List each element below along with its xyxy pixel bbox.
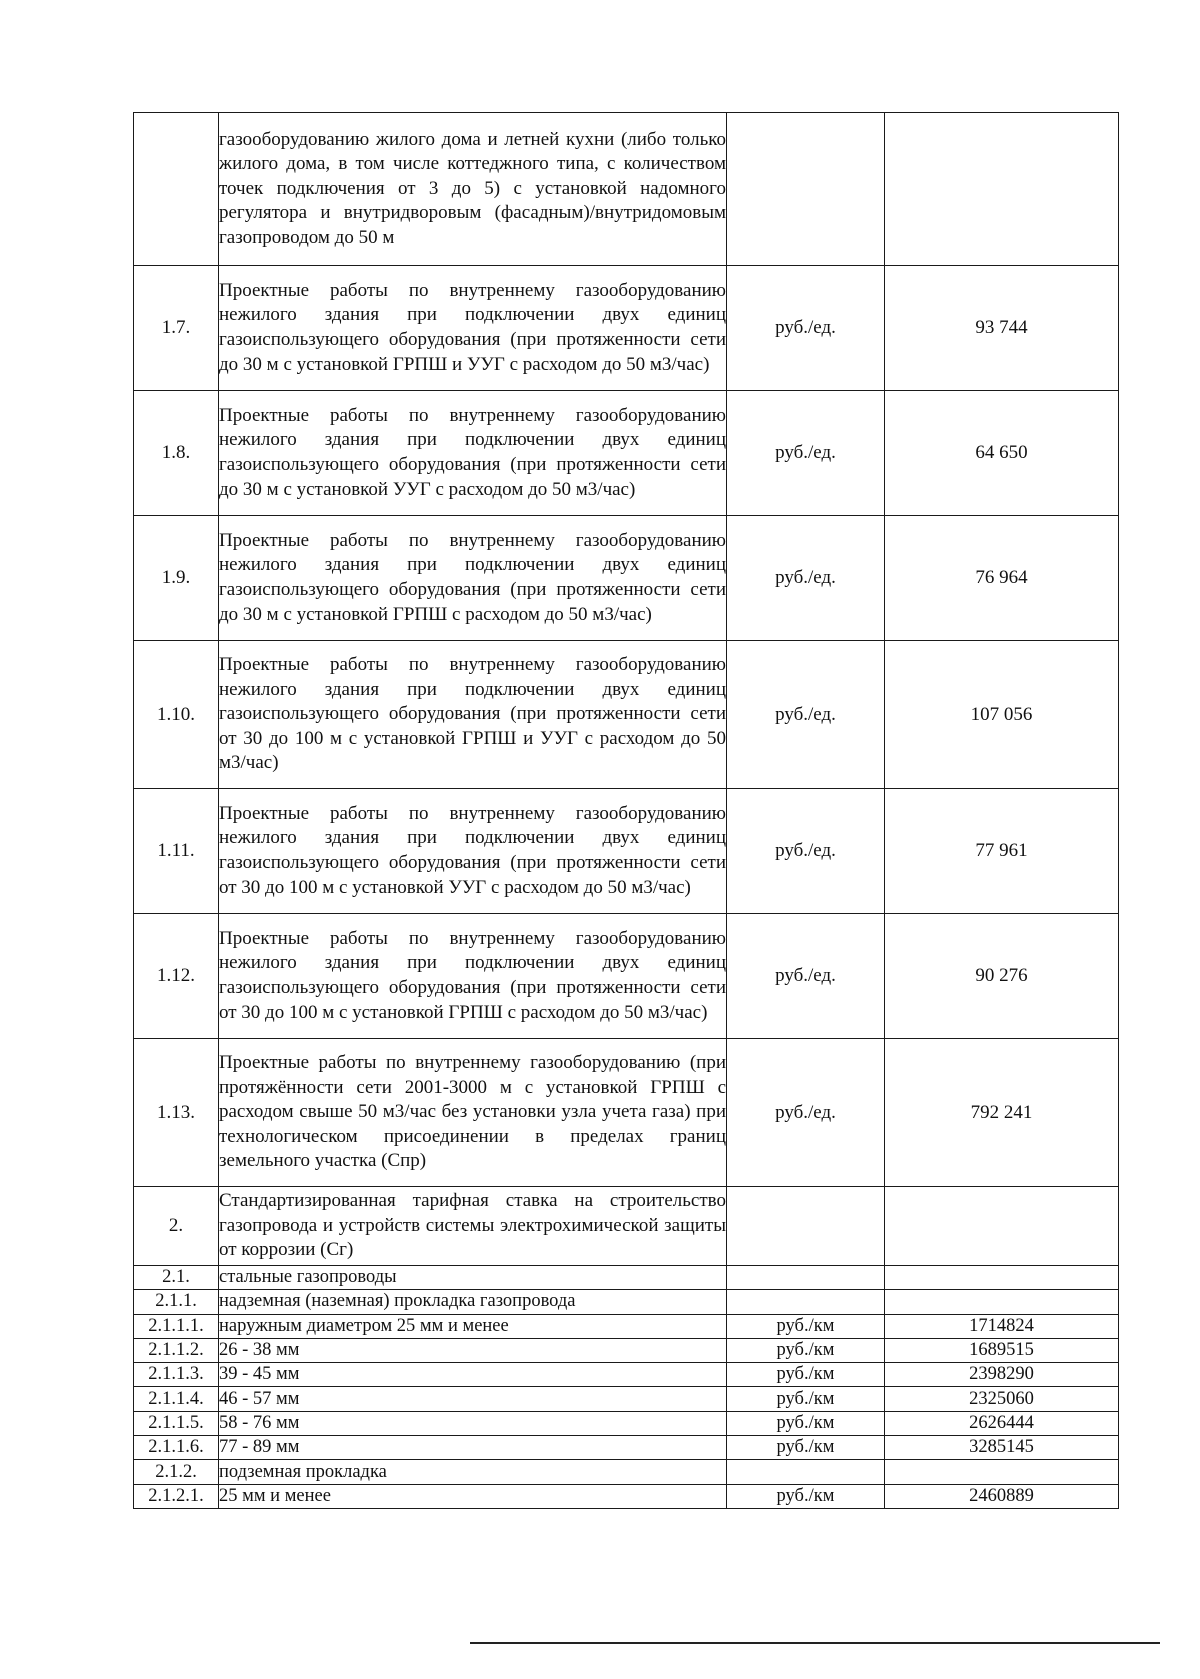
- row-description: Проектные работы по внутреннему газооборудованию нежилого здания при подключении двух единиц газоиспользующего оборудования (при протяженности сети до 30 м с установкой УУГ с расходом до 50 м3/час): [219, 391, 727, 516]
- row-unit: руб./км: [727, 1314, 885, 1338]
- row-unit: руб./км: [727, 1484, 885, 1508]
- row-description: 58 - 76 мм: [219, 1411, 727, 1435]
- table-row: [134, 113, 1119, 266]
- row-description: 46 - 57 мм: [219, 1387, 727, 1411]
- row-value: [885, 1460, 1119, 1484]
- row-number: 1.7.: [134, 266, 219, 391]
- table-row: [134, 1436, 1119, 1460]
- row-number: 2.: [134, 1187, 219, 1266]
- footer-rule: [470, 1642, 1160, 1644]
- row-value: 2460889: [885, 1484, 1119, 1508]
- row-value: [885, 1187, 1119, 1266]
- row-unit: [727, 1187, 885, 1266]
- row-description: Проектные работы по внутреннему газооборудованию нежилого здания при подключении двух единиц газоиспользующего оборудования (при протяженности сети до 30 м с установкой ГРПШ с расходом до 50 м3/час): [219, 516, 727, 641]
- table-row: [134, 1266, 1119, 1290]
- row-number: 2.1.1.1.: [134, 1314, 219, 1338]
- row-number: 2.1.1.3.: [134, 1363, 219, 1387]
- table-row: [134, 1338, 1119, 1362]
- row-number: 2.1.2.1.: [134, 1484, 219, 1508]
- row-number: 2.1.1.: [134, 1290, 219, 1314]
- row-unit: руб./км: [727, 1436, 885, 1460]
- table-row: [134, 1411, 1119, 1435]
- table-row: [134, 1387, 1119, 1411]
- row-unit: руб./ед.: [727, 516, 885, 641]
- row-number: 1.12.: [134, 914, 219, 1039]
- table-row: [134, 1460, 1119, 1484]
- row-value: 3285145: [885, 1436, 1119, 1460]
- row-number: 1.13.: [134, 1039, 219, 1187]
- row-number: 1.9.: [134, 516, 219, 641]
- row-value: [885, 1290, 1119, 1314]
- row-number: 1.11.: [134, 789, 219, 914]
- row-number: 2.1.1.4.: [134, 1387, 219, 1411]
- row-value: 1689515: [885, 1338, 1119, 1362]
- row-value: 2325060: [885, 1387, 1119, 1411]
- row-description: стальные газопроводы: [219, 1266, 727, 1290]
- row-unit: [727, 1290, 885, 1314]
- row-unit: руб./ед.: [727, 641, 885, 789]
- table-row: [134, 789, 1119, 914]
- table-row: [134, 1039, 1119, 1187]
- table-row: [134, 1290, 1119, 1314]
- row-value: 90 276: [885, 914, 1119, 1039]
- row-number: 1.8.: [134, 391, 219, 516]
- row-number: 2.1.: [134, 1266, 219, 1290]
- row-value: 2398290: [885, 1363, 1119, 1387]
- row-description: Проектные работы по внутреннему газооборудованию (при протяжённости сети 2001-3000 м с установкой ГРПШ с расходом свыше 50 м3/час без установки узла учета газа) при технологическом присоединении в пределах границ земельного участка (Спр): [219, 1039, 727, 1187]
- row-number: 2.1.2.: [134, 1460, 219, 1484]
- table-row: [134, 391, 1119, 516]
- row-number: 2.1.1.2.: [134, 1338, 219, 1362]
- tariff-table: [133, 112, 1119, 1509]
- row-number: [134, 113, 219, 266]
- row-description: газооборудованию жилого дома и летней кухни (либо только жилого дома, в том числе коттеджного типа, с количеством точек подключения от 3 до 5) с установкой надомного регулятора и внутридворовым (фасадным)/внутридомовым газопроводом до 50 м: [219, 113, 727, 266]
- table-row: [134, 641, 1119, 789]
- row-description: 77 - 89 мм: [219, 1436, 727, 1460]
- row-description: надземная (наземная) прокладка газопровода: [219, 1290, 727, 1314]
- row-unit: руб./ед.: [727, 914, 885, 1039]
- row-unit: руб./ед.: [727, 789, 885, 914]
- row-description: 25 мм и менее: [219, 1484, 727, 1508]
- row-value: [885, 113, 1119, 266]
- row-unit: [727, 1460, 885, 1484]
- table-row: [134, 266, 1119, 391]
- table-row: [134, 1484, 1119, 1508]
- row-value: 2626444: [885, 1411, 1119, 1435]
- row-description: Проектные работы по внутреннему газооборудованию нежилого здания при подключении двух единиц газоиспользующего оборудования (при протяженности сети от 30 до 100 м с установкой УУГ с расходом до 50 м3/час): [219, 789, 727, 914]
- row-value: 93 744: [885, 266, 1119, 391]
- row-unit: руб./км: [727, 1387, 885, 1411]
- row-description: Проектные работы по внутреннему газооборудованию нежилого здания при подключении двух единиц газоиспользующего оборудования (при протяженности сети до 30 м с установкой ГРПШ и УУГ с расходом до 50 м3/час): [219, 266, 727, 391]
- row-unit: [727, 113, 885, 266]
- row-number: 1.10.: [134, 641, 219, 789]
- row-unit: руб./км: [727, 1411, 885, 1435]
- row-number: 2.1.1.6.: [134, 1436, 219, 1460]
- row-value: 107 056: [885, 641, 1119, 789]
- table-row: [134, 914, 1119, 1039]
- row-value: 64 650: [885, 391, 1119, 516]
- row-description: наружным диаметром 25 мм и менее: [219, 1314, 727, 1338]
- row-description: Проектные работы по внутреннему газооборудованию нежилого здания при подключении двух единиц газоиспользующего оборудования (при протяженности сети от 30 до 100 м с установкой ГРПШ и УУГ с расходом до 50 м3/час): [219, 641, 727, 789]
- row-unit: руб./км: [727, 1338, 885, 1362]
- row-value: 76 964: [885, 516, 1119, 641]
- row-description: 39 - 45 мм: [219, 1363, 727, 1387]
- row-description: Стандартизированная тарифная ставка на строительство газопровода и устройств системы электрохимической защиты от коррозии (Сг): [219, 1187, 727, 1266]
- table-row: [134, 1187, 1119, 1266]
- row-value: 77 961: [885, 789, 1119, 914]
- row-unit: руб./ед.: [727, 266, 885, 391]
- row-unit: руб./км: [727, 1363, 885, 1387]
- table-row: [134, 1363, 1119, 1387]
- row-description: подземная прокладка: [219, 1460, 727, 1484]
- row-value: 792 241: [885, 1039, 1119, 1187]
- table-row: [134, 1314, 1119, 1338]
- row-description: 26 - 38 мм: [219, 1338, 727, 1362]
- row-description: Проектные работы по внутреннему газооборудованию нежилого здания при подключении двух единиц газоиспользующего оборудования (при протяженности сети от 30 до 100 м с установкой ГРПШ с расходом до 50 м3/час): [219, 914, 727, 1039]
- table-row: [134, 516, 1119, 641]
- row-number: 2.1.1.5.: [134, 1411, 219, 1435]
- row-unit: руб./ед.: [727, 1039, 885, 1187]
- row-unit: руб./ед.: [727, 391, 885, 516]
- row-unit: [727, 1266, 885, 1290]
- row-value: [885, 1266, 1119, 1290]
- row-value: 1714824: [885, 1314, 1119, 1338]
